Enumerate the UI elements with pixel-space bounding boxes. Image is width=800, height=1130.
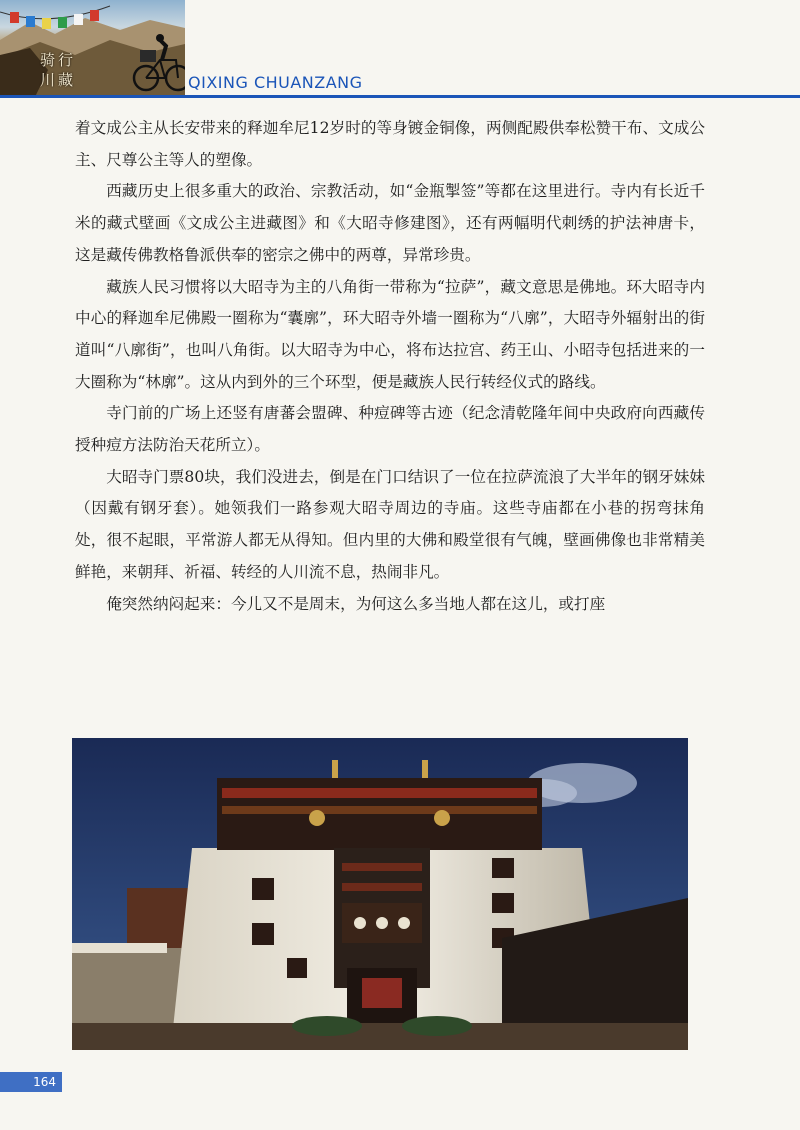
page-number-label: 164 bbox=[33, 1075, 56, 1089]
header-section-tab bbox=[40, 50, 88, 97]
header-rule bbox=[0, 95, 800, 98]
paragraph: 着文成公主从长安带来的释迦牟尼12岁时的等身镀金铜像，两侧配殿供奉松赞干布、文成公主、尺尊公主等人的塑像。 bbox=[75, 119, 705, 169]
series-title: QIXING CHUANZANG bbox=[188, 73, 363, 92]
body-text bbox=[75, 113, 705, 620]
running-header bbox=[0, 0, 800, 100]
header-photo bbox=[0, 0, 185, 97]
header-tab-line-1: 骑行 bbox=[40, 51, 77, 69]
paragraph: 藏族人民习惯将以大昭寺为主的八角街一带称为“拉萨”，藏文意思是佛地。环大昭寺内中心的释迦牟尼佛殿一圈称为“囊廓”，环大昭寺外墙一圈称为“八廓”，大昭寺外辐射出的街道叫“八廓街”，也叫八角街。以大昭寺为中心，将布达拉宫、药王山、小昭寺包括进来的一大圈称为“林廓”。这从内到外的三个环型，便是藏族人民行转经仪式的路线。 bbox=[75, 277, 705, 391]
paragraph: 西藏历史上很多重大的政治、宗教活动，如“金瓶掣签”等都在这里进行。寺内有长近千米的藏式壁画《文成公主进藏图》和《大昭寺修建图》，还有两幅明代刺绣的护法神唐卡，这是藏传佛教格鲁派供奉的密宗之佛中的两尊，异常珍贵。 bbox=[75, 182, 705, 264]
temple-illustration bbox=[72, 738, 688, 1050]
paragraph: 俺突然纳闷起来：今儿又不是周末，为何这么多当地人都在这儿，或打座 bbox=[106, 594, 606, 613]
paragraph: 大昭寺门票80块，我们没进去，倒是在门口结识了一位在拉萨流浪了大半年的钢牙妹妹（因戴有钢牙套）。她领我们一路参观大昭寺周边的寺庙。这些寺庙都在小巷的拐弯抹角处，很不起眼，平常游人都无从得知。但内里的大佛和殿堂很有气魄，壁画佛像也非常精美鲜艳，来朝拜、祈福、转经的人川流不息，热闹非凡。 bbox=[75, 467, 705, 581]
cyclist-illustration bbox=[0, 0, 185, 97]
header-tab-line-2: 川藏 bbox=[40, 71, 77, 89]
paragraph: 寺门前的广场上还竖有唐蕃会盟碑、种痘碑等古迹（纪念清乾隆年间中央政府向西藏传授种痘方法防治天花所立）。 bbox=[75, 404, 705, 455]
temple-photo bbox=[72, 738, 688, 1050]
page-number bbox=[0, 1072, 62, 1092]
